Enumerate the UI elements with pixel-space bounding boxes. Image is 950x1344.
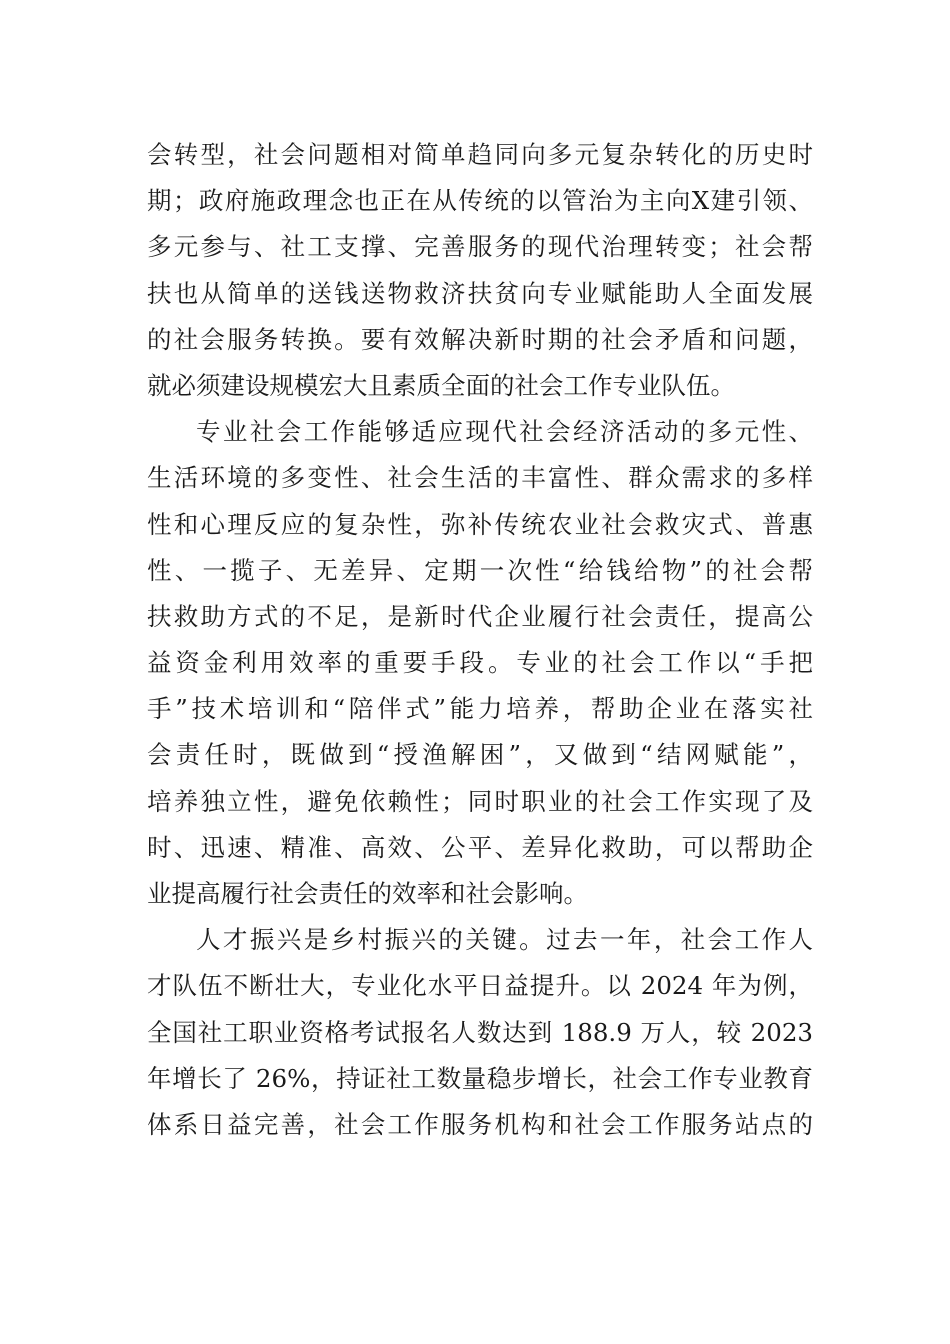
paragraph-2 <box>147 409 813 917</box>
text-line: 生活环境的多变性、社会生活的丰富性、群众需求的多样 <box>147 463 813 493</box>
text-line: 性和心理反应的复杂性，弥补传统农业社会救灾式、普惠 <box>147 509 813 539</box>
text-line: 时、迅速、精准、高效、公平、差异化救助，可以帮助企 <box>147 832 813 862</box>
paragraph-1 <box>147 132 813 409</box>
text-line: 年增长了 26%，持证社工数量稳步增长，社会工作专业教育 <box>147 1063 813 1093</box>
text-line: 益资金利用效率的重要手段。专业的社会工作以“手把 <box>147 648 813 678</box>
text-line: 的社会服务转换。要有效解决新时期的社会矛盾和问题， <box>147 324 813 354</box>
text-line: 才队伍不断壮大，专业化水平日益提升。以 2024 年为例， <box>147 971 813 1001</box>
text-line: 就必须建设规模宏大且素质全面的社会工作专业队伍。 <box>147 370 735 400</box>
text-line: 手”技术培训和“陪伴式”能力培养，帮助企业在落实社 <box>147 694 813 724</box>
text-line: 期；政府施政理念也正在从传统的以管治为主向X建引领、 <box>147 186 813 216</box>
text-line: 专业社会工作能够适应现代社会经济活动的多元性、 <box>196 417 813 447</box>
text-line: 全国社工职业资格考试报名人数达到 188.9 万人，较 2023 <box>147 1017 813 1047</box>
text-line: 体系日益完善，社会工作服务机构和社会工作服务站点的 <box>147 1109 813 1139</box>
text-line: 会转型，社会问题相对简单趋同向多元复杂转化的历史时 <box>147 140 813 169</box>
text-line: 会责任时，既做到“授渔解困”，又做到“结网赋能”， <box>147 740 813 770</box>
text-line: 扶也从简单的送钱送物救济扶贫向专业赋能助人全面发展 <box>147 278 813 308</box>
text-line: 培养独立性，避免依赖性；同时职业的社会工作实现了及 <box>147 786 813 816</box>
text-line: 人才振兴是乡村振兴的关键。过去一年，社会工作人 <box>196 925 813 955</box>
text-line: 性、一揽子、无差异、定期一次性“给钱给物”的社会帮 <box>147 555 813 585</box>
paragraph-3 <box>147 917 813 1148</box>
document-body <box>147 132 813 1148</box>
text-line: 业提高履行社会责任的效率和社会影响。 <box>147 879 588 908</box>
text-line: 多元参与、社工支撑、完善服务的现代治理转变；社会帮 <box>147 232 813 262</box>
text-line: 扶救助方式的不足，是新时代企业履行社会责任，提高公 <box>147 601 813 631</box>
